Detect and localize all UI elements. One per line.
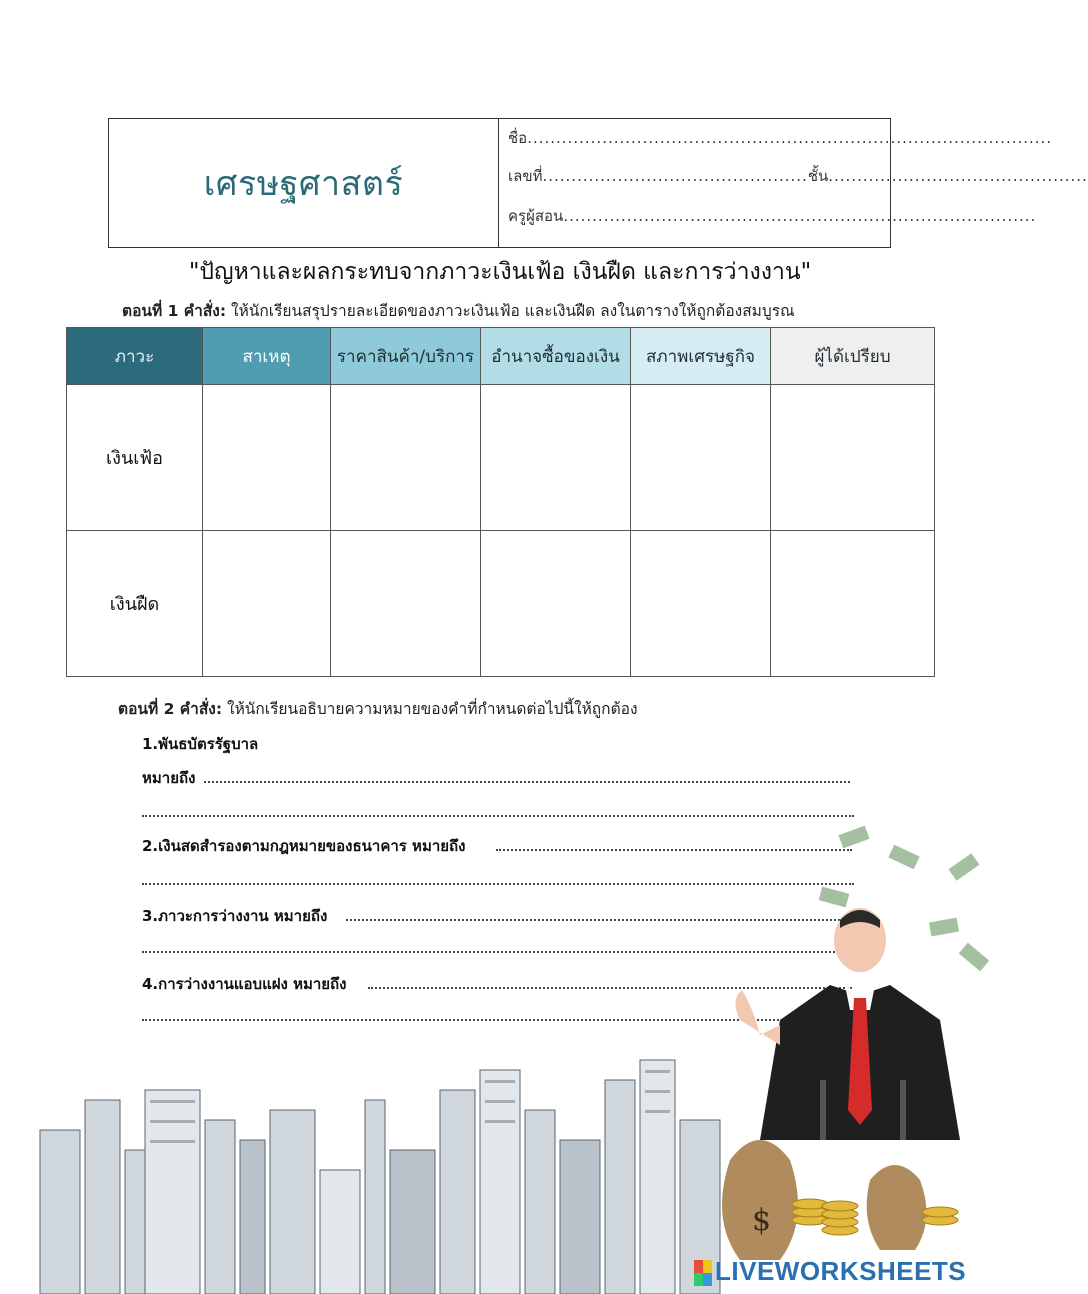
summary-table <box>66 327 935 677</box>
question-1-meaning-label: หมายถึง <box>142 769 196 787</box>
answer-cell[interactable] <box>481 531 631 677</box>
part1-instruction <box>122 298 794 323</box>
teacher-field[interactable]: ครูผู้สอน.................................................................................. <box>508 207 1037 225</box>
subject-panel <box>109 119 499 247</box>
question-2: 2.เงินสดสำรองตามกฎหมายของธนาคาร หมายถึง <box>142 837 466 855</box>
table-row <box>67 531 935 677</box>
businessman-money-illustration <box>720 820 1000 1294</box>
col-header-cause: สาเหตุ <box>203 328 331 385</box>
col-header-price: ราคาสินค้า/บริการ <box>331 328 481 385</box>
answer-line-1b[interactable] <box>142 814 854 817</box>
part2-instruction <box>118 696 638 721</box>
col-header-economy: สภาพเศรษฐกิจ <box>631 328 771 385</box>
table-row <box>67 385 935 531</box>
question-1-title: 1.พันธบัตรรัฐบาล <box>142 735 259 753</box>
question-3: 3.ภาวะการว่างงาน หมายถึง <box>142 907 328 925</box>
answer-cell[interactable] <box>331 385 481 531</box>
svg-text:$: $ <box>752 1203 772 1238</box>
col-header-advantage: ผู้ได้เปรียบ <box>771 328 935 385</box>
part2-label: ตอนที่ 2 คำสั่ง: <box>118 700 223 718</box>
subject-title: เศรษฐศาสตร์ <box>203 164 404 204</box>
row-label-deflation: เงินฝืด <box>67 531 203 677</box>
class-label: ชั้น <box>807 167 829 185</box>
answer-cell[interactable] <box>771 385 935 531</box>
answer-line-1a[interactable] <box>204 780 850 783</box>
row-label-inflation: เงินเฟ้อ <box>67 385 203 531</box>
worksheet-title: "ปัญหาและผลกระทบจากภาวะเงินเฟ้อ เงินฝืด และการว่างงาน" <box>188 259 812 285</box>
number-class-field[interactable]: เลขที่..............................................ชั้น............................................. <box>508 167 1088 185</box>
answer-cell[interactable] <box>481 385 631 531</box>
table-header-row <box>67 328 935 385</box>
answer-cell[interactable] <box>203 385 331 531</box>
answer-cell[interactable] <box>631 385 771 531</box>
liveworksheets-text: LIVEWORKSHEETS <box>715 1256 967 1286</box>
name-field[interactable]: ชื่อ........................................................................................... <box>508 129 1053 147</box>
number-label: เลขที่ <box>508 167 543 185</box>
part2-text: ให้นักเรียนอธิบายความหมายของคำที่กำหนดต่อไปนี้ให้ถูกต้อง <box>222 700 638 718</box>
liveworksheets-logo <box>694 1256 966 1287</box>
part1-label: ตอนที่ 1 คำสั่ง: <box>122 302 227 320</box>
col-header-purchasing-power: อำนาจซื้อของเงิน <box>481 328 631 385</box>
name-label: ชื่อ <box>508 129 528 147</box>
live-badge-icon <box>694 1260 712 1286</box>
answer-cell[interactable] <box>203 531 331 677</box>
question-4: 4.การว่างงานแอบแฝง หมายถึง <box>142 975 347 993</box>
col-header-condition: ภาวะ <box>67 328 203 385</box>
answer-cell[interactable] <box>631 531 771 677</box>
answer-cell[interactable] <box>331 531 481 677</box>
teacher-label: ครูผู้สอน <box>508 207 564 225</box>
answer-cell[interactable] <box>771 531 935 677</box>
part1-text: ให้นักเรียนสรุปรายละเอียดของภาวะเงินเฟ้อ และเงินฝืด ลงในตารางให้ถูกต้องสมบูรณ <box>226 302 795 320</box>
